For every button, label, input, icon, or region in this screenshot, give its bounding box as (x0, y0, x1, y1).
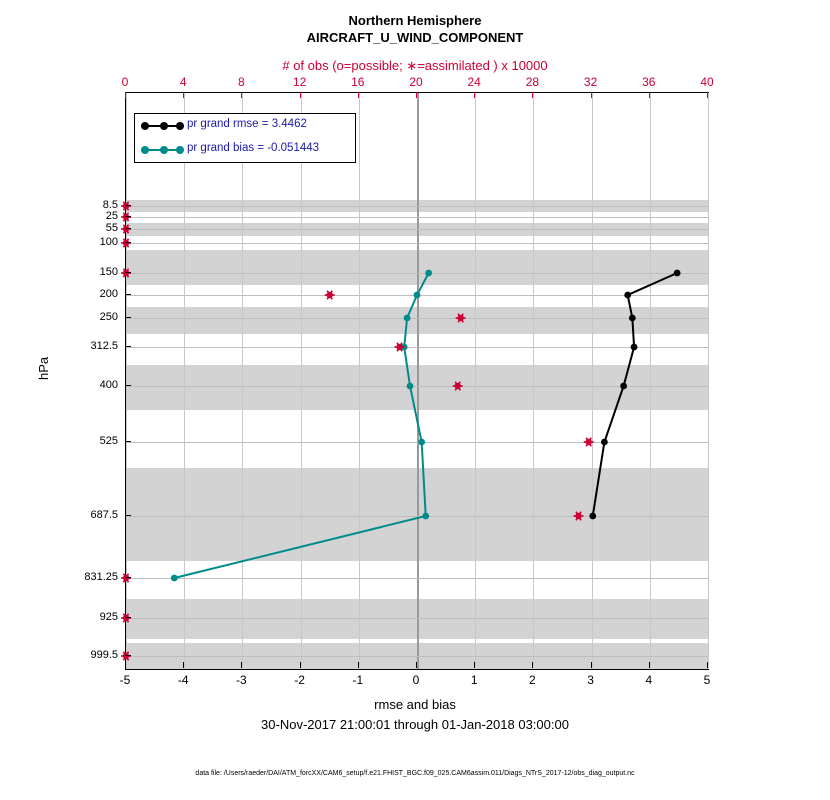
legend-label: pr grand rmse = 3.4462 (187, 118, 307, 130)
y-tick-mark (125, 577, 131, 578)
y-tick-label: 150 (99, 266, 118, 278)
data-file-caption: data file: /Users/raeder/DAI/ATM_forcXX/CAM6_setup/f.e21.FHIST_BGC.f09_025.CAM6assim.011/Diags_NTrS_2017-12/obs_diag_output.nc (195, 770, 635, 777)
y-tick-mark (125, 346, 131, 347)
legend-marker-dot (160, 122, 168, 130)
x-tick-mark (183, 662, 184, 668)
x-tick-label: 4 (645, 673, 653, 687)
top-x-tick-label: 8 (238, 75, 245, 89)
legend-marker-dot (160, 146, 168, 154)
bias-marker (425, 270, 432, 277)
chart-title (0, 12, 830, 46)
rmse-marker (629, 315, 636, 322)
obs-assimilated-marker (121, 213, 131, 222)
x-axis-title: rmse and bias (374, 697, 456, 712)
x-tick-mark (241, 662, 242, 668)
top-x-tick-mark (416, 92, 417, 98)
top-x-tick-mark (183, 92, 184, 98)
rmse-marker (601, 439, 608, 446)
y-tick-mark (125, 216, 131, 217)
top-x-tick-label: 36 (642, 75, 656, 89)
legend (134, 113, 356, 163)
y-tick-label: 25 (105, 210, 118, 222)
bias-marker (414, 292, 421, 299)
top-x-tick-mark (474, 92, 475, 98)
bias-line (174, 273, 428, 578)
top-x-tick-mark (300, 92, 301, 98)
bias-marker (404, 315, 411, 322)
rmse-marker (624, 292, 631, 299)
top-x-tick-mark (241, 92, 242, 98)
time-range-caption: 30-Nov-2017 21:00:01 through 01-Jan-2018 03:00:00 (261, 717, 569, 732)
y-tick-mark (125, 228, 131, 229)
y-axis-title: hPa (36, 356, 51, 380)
y-tick-label: 200 (99, 288, 118, 300)
y-tick-mark (125, 655, 131, 656)
top-x-tick-mark (707, 92, 708, 98)
plot-area (125, 92, 709, 670)
top-x-tick-mark (125, 92, 126, 98)
legend-marker-dot (176, 146, 184, 154)
x-tick-label: 2 (529, 673, 536, 687)
x-tick-mark (474, 662, 475, 668)
y-tick-label: 100 (99, 236, 118, 248)
x-tick-label: 5 (703, 673, 711, 687)
x-tick-mark (649, 662, 650, 668)
rmse-marker (620, 383, 627, 390)
legend-marker-dot (141, 122, 149, 130)
legend-marker-dot (141, 146, 149, 154)
y-tick-mark (125, 205, 131, 206)
y-tick-label: 8.5 (102, 199, 118, 211)
bias-marker (422, 513, 429, 520)
x-tick-label: -5 (119, 673, 131, 687)
rmse-marker (674, 270, 681, 277)
bias-marker (171, 575, 178, 582)
y-tick-mark (125, 294, 131, 295)
legend-label: pr grand bias = -0.051443 (187, 142, 320, 154)
y-tick-mark (125, 317, 131, 318)
y-tick-label: 999.5 (90, 649, 118, 661)
x-tick-mark (591, 662, 592, 668)
obs-assimilated-marker (121, 225, 131, 234)
top-x-tick-label: 20 (409, 75, 423, 89)
y-tick-mark (125, 242, 131, 243)
obs-assimilated-marker (121, 614, 131, 623)
bias-marker (407, 383, 414, 390)
x-tick-mark (707, 662, 708, 668)
y-tick-label: 400 (99, 379, 118, 391)
x-tick-mark (416, 662, 417, 668)
obs-assimilated-marker (121, 652, 131, 661)
bias-marker (418, 439, 425, 446)
top-x-tick-label: 32 (583, 75, 598, 89)
x-tick-mark (300, 662, 301, 668)
x-tick-label: 0 (412, 673, 420, 687)
obs-assimilated-marker (584, 438, 594, 447)
obs-assimilated-marker (121, 202, 131, 211)
top-x-tick-label: 12 (292, 75, 307, 89)
top-x-tick-mark (358, 92, 359, 98)
y-tick-label: 250 (99, 311, 118, 323)
obs-assimilated-marker (574, 512, 584, 521)
top-axis-label: # of obs (o=possible; ∗=assimilated ) x 10000 (282, 58, 548, 73)
y-tick-mark (125, 385, 131, 386)
obs-assimilated-marker (456, 314, 466, 323)
x-tick-label: 3 (587, 673, 594, 687)
title-line-2: AIRCRAFT_U_WIND_COMPONENT (306, 30, 524, 45)
title-line-1: Northern Hemisphere (348, 13, 482, 28)
series-layer (126, 93, 708, 669)
legend-item (135, 114, 355, 138)
y-tick-label: 525 (99, 435, 118, 447)
top-x-tick-label: 0 (121, 75, 129, 89)
x-tick-mark (358, 662, 359, 668)
y-tick-label: 55 (105, 222, 118, 234)
legend-item (135, 138, 355, 162)
y-tick-label: 687.5 (90, 509, 118, 521)
rmse-marker (589, 513, 596, 520)
top-x-tick-mark (532, 92, 533, 98)
x-tick-label: 1 (470, 673, 478, 687)
top-x-tick-label: 4 (179, 75, 187, 89)
obs-assimilated-marker (121, 239, 131, 248)
x-tick-mark (125, 662, 126, 668)
top-x-tick-mark (649, 92, 650, 98)
y-tick-label: 831.25 (84, 571, 118, 583)
top-x-tick-label: 28 (525, 75, 540, 89)
y-tick-mark (125, 515, 131, 516)
y-tick-mark (125, 617, 131, 618)
obs-assimilated-marker (121, 574, 131, 583)
y-tick-label: 312.5 (90, 340, 118, 352)
rmse-line (593, 273, 677, 516)
top-x-tick-mark (591, 92, 592, 98)
y-tick-mark (125, 272, 131, 273)
rmse-marker (631, 344, 638, 351)
x-tick-label: -1 (352, 673, 364, 687)
x-tick-mark (532, 662, 533, 668)
obs-assimilated-marker (453, 382, 463, 391)
obs-assimilated-marker (325, 291, 335, 300)
y-tick-label: 925 (99, 611, 118, 623)
top-x-tick-label: 40 (700, 75, 714, 89)
x-tick-label: -4 (177, 673, 189, 687)
legend-marker-dot (176, 122, 184, 130)
x-tick-label: -3 (236, 673, 247, 687)
obs-assimilated-marker (121, 269, 131, 278)
vertical-gridline (708, 93, 709, 669)
top-x-tick-label: 16 (351, 75, 365, 89)
x-tick-label: -2 (294, 673, 305, 687)
top-x-tick-label: 24 (467, 75, 481, 89)
y-tick-mark (125, 441, 131, 442)
